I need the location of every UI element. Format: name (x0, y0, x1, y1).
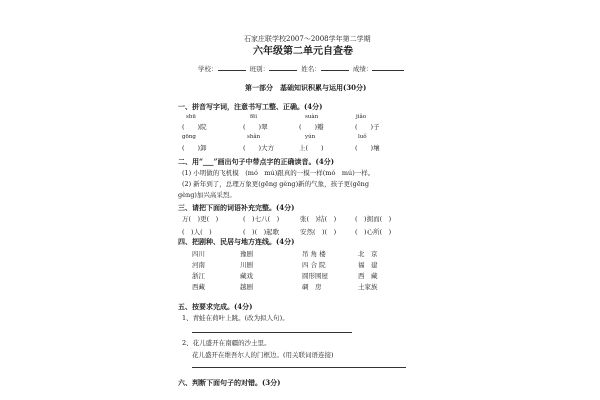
q1-word-4: ( )子 (355, 123, 380, 131)
q4-title: 四、把剧种、民居与地方连线。(4分) (178, 237, 295, 246)
q5-line-2: 2、花儿盛开在南疆的沙土里。 (182, 339, 271, 347)
score-blank[interactable] (372, 64, 404, 71)
q4-col2-item[interactable]: 豫剧 (240, 250, 253, 258)
q4-col1-item[interactable]: 西藏 (192, 283, 205, 291)
q3-item-7: 安然( )( ) (300, 228, 337, 236)
q4-col4-item[interactable]: 西 藏 (358, 272, 378, 280)
q3-item-2: ( )七八( ) (243, 215, 280, 223)
school-label: 学校： (198, 65, 218, 73)
q1-pinyin-6: shǎn (247, 134, 261, 140)
q1-word-1: ( )院 (182, 123, 207, 131)
q2-line-3: gèng)加兴高采烈。 (178, 191, 236, 199)
q4-col2-item[interactable]: 川剧 (240, 261, 253, 269)
student-info-fields (198, 64, 404, 73)
q1-pinyin-1: shū (186, 114, 196, 120)
q3-item-1: 万( )更( ) (182, 215, 219, 223)
q2-line-2: (2) 新年到了，总理万象更(gēng gèng)新的气象，孩子更(gēng (182, 180, 370, 188)
q4-col3-item[interactable]: 四 合 院 (302, 261, 326, 269)
q3-item-3: 张( )结( ) (300, 215, 337, 223)
q1-word-7: 上( ) (299, 144, 324, 152)
q1-pinyin-3: suàn (305, 114, 319, 120)
q5-line-3: 花儿盛开在维吾尔人的门框边。(用关联词语连接) (192, 351, 334, 359)
q4-col3-item[interactable]: 碉 房 (302, 283, 322, 291)
q1-pinyin-2: fēi (250, 114, 258, 120)
class-blank[interactable] (269, 64, 297, 71)
q4-col3-item[interactable]: 圆形围屋 (302, 272, 328, 280)
q3-item-4: ( )拥而( ) (355, 215, 392, 223)
score-label: 成绩： (352, 65, 373, 73)
q3-item-6: ( )( )起歌 (243, 228, 280, 236)
q3-item-8: ( )心所( ) (355, 228, 392, 236)
q1-pinyin-7: yún (305, 134, 316, 140)
q4-col2-item[interactable]: 藏戏 (240, 272, 253, 280)
school-blank[interactable] (218, 64, 246, 71)
q1-pinyin-8: luǒ (358, 134, 367, 140)
q1-word-6: ( )大方 (243, 144, 275, 152)
q2-line-1: (1) 小明做的飞机模 (mó mú)跟真的一模一样(mó mú)一样。 (182, 169, 375, 177)
q5-line-1: 1、青蛙在荷叶上跳。(改为拟人句)。 (182, 314, 289, 322)
q4-col4-item[interactable]: 土家族 (358, 283, 378, 291)
q1-word-8: ( )壤 (355, 144, 380, 152)
q1-pinyin-5: gōng (182, 134, 196, 140)
class-label: 班别： (249, 65, 270, 73)
q1-title: 一、拼音写字词，注意书写工整、正确。(4分) (178, 102, 323, 111)
exam-title: 六年级第二单元自查卷 (253, 46, 353, 57)
q5-answer-line-2[interactable] (192, 367, 406, 368)
part1-title: 第一部分 基础知识积累与运用(30分) (245, 83, 367, 92)
q1-pinyin-4: jiǎo (356, 114, 367, 120)
q4-col4-item[interactable]: 北 京 (358, 250, 378, 258)
q1-word-3: ( )瓣 (299, 123, 324, 131)
q6-title: 六、判断下面句子的对错。(3分) (178, 378, 281, 387)
q4-col1-item[interactable]: 浙江 (192, 272, 205, 280)
q4-col1-item[interactable]: 河南 (192, 261, 205, 269)
q4-col1-item[interactable]: 四川 (192, 250, 205, 258)
q1-word-5: ( )卸 (182, 144, 207, 152)
q4-col4-item[interactable]: 福 建 (358, 261, 378, 269)
q5-title: 五、按要求完成。(4分) (178, 302, 253, 311)
q2-title: 二、用“___”画出句子中带点字的正确读音。(4分) (178, 157, 335, 166)
q3-item-5: ( )人( ) (182, 228, 212, 236)
q5-answer-line-1[interactable] (192, 332, 352, 333)
q1-word-2: ( )翠 (243, 123, 268, 131)
q4-col2-item[interactable]: 越剧 (240, 283, 253, 291)
school-term-line: 石家庄联学校2007～2008学年第二学期 (244, 35, 371, 43)
q3-title: 三、请把下面的词语补充完整。(4分) (178, 203, 295, 212)
q4-col3-item[interactable]: 吊 角 楼 (302, 250, 326, 258)
name-label: 姓名： (301, 65, 321, 73)
name-blank[interactable] (321, 64, 349, 71)
